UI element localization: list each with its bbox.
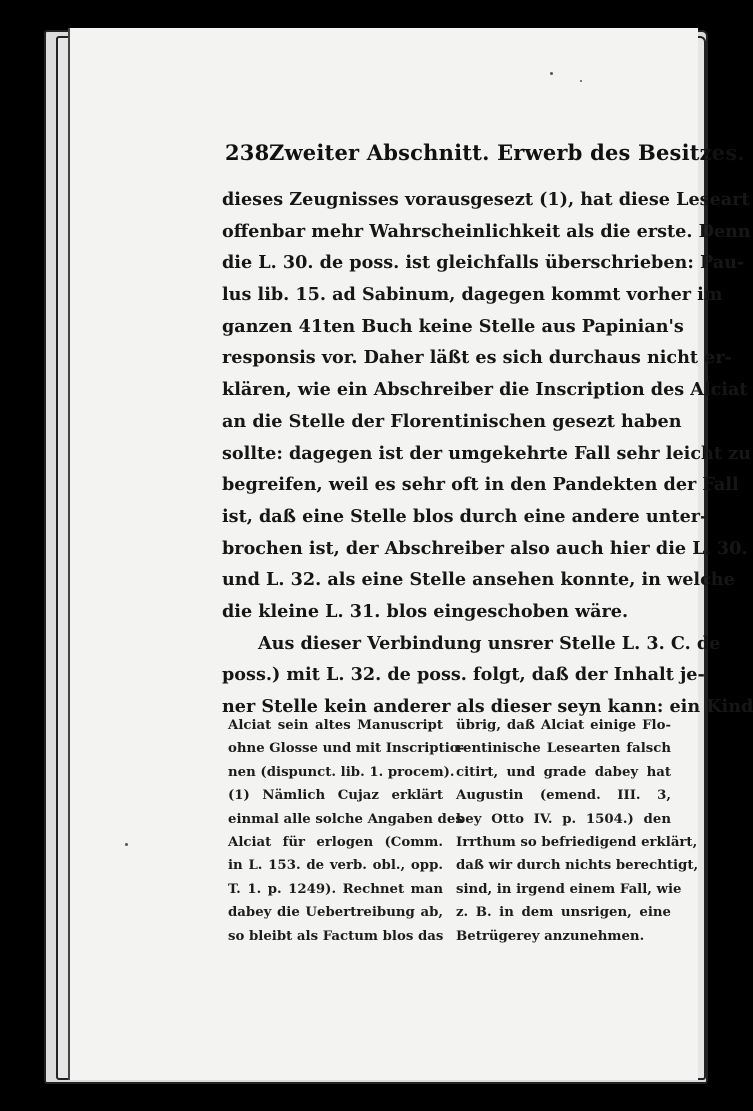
text-line: klären, wie ein Abschreiber die Inscription des Alciat xyxy=(222,379,748,401)
text-line: und L. 32. als eine Stelle ansehen konnte, in welche xyxy=(222,569,735,591)
footnote-column-right xyxy=(456,714,699,948)
footnote-line: citirt, und grade dabey hat xyxy=(456,764,671,780)
footnote-line: Augustin (emend. III. 3, xyxy=(456,788,671,804)
text-line: lus lib. 15. ad Sabinum, dagegen kommt vorher im xyxy=(222,284,723,306)
footnote-line: bey Otto IV. p. 1504.) den xyxy=(456,811,671,827)
footnote-line: dabey die Uebertreibung ab, xyxy=(228,905,443,921)
footnote-line: Alciat sein altes Manuscript xyxy=(228,718,443,733)
footnote-line: ohne Glosse und mit Inscriptio- xyxy=(228,741,465,757)
paper-speck xyxy=(125,843,128,846)
footnote-line: nen (dispunct. lib. 1. procem). xyxy=(228,764,455,780)
text-line: Aus dieser Verbindung unsrer Stelle L. 3. C. de xyxy=(258,632,721,654)
footnote-line: z. B. in dem unsrigen, eine xyxy=(456,905,671,921)
running-header xyxy=(225,140,745,165)
footnote-line: daß wir durch nichts berechtigt, xyxy=(456,858,699,874)
footnote-column-left xyxy=(228,714,465,948)
text-line: begreifen, weil es sehr oft in den Pandekten der Fall xyxy=(222,474,739,496)
footnote-line: Irrthum so befriedigend erklärt, xyxy=(456,834,698,850)
footnote-line: (1) Nämlich Cujaz erklärt xyxy=(228,788,443,804)
text-line: poss.) mit L. 32. de poss. folgt, daß der Inhalt je- xyxy=(222,664,705,686)
text-line: an die Stelle der Florentinischen gesezt haben xyxy=(222,410,682,432)
footnote-line: in L. 153. de verb. obl., opp. xyxy=(228,858,443,874)
text-line: die L. 30. de poss. ist gleichfalls überschrieben: Pau- xyxy=(222,252,745,274)
footnote-line: so bleibt als Factum blos das xyxy=(228,928,444,944)
text-line: ner Stelle kein anderer als dieser seyn kann: ein Kind xyxy=(222,696,753,717)
footnote-line: einmal alle solche Angaben des xyxy=(228,811,463,827)
running-title: Zweiter Abschnitt. Erwerb des Besitzes. xyxy=(269,140,745,165)
paper-speck xyxy=(550,72,553,75)
text-line: ganzen 41ten Buch keine Stelle aus Papinian's xyxy=(222,315,684,337)
footnote-line: übrig, daß Alciat einige Flo- xyxy=(456,718,671,733)
text-line: sollte: dagegen ist der umgekehrte Fall sehr leicht zu xyxy=(222,442,751,464)
main-text xyxy=(222,184,753,723)
page-number: 238 xyxy=(225,140,270,165)
footnote-line: rentinische Lesearten falsch xyxy=(456,741,671,757)
text-line: brochen ist, der Abschreiber also auch hier die L. 30. xyxy=(222,537,748,559)
footnote-line: Alciat für erlogen (Comm. xyxy=(228,834,443,850)
text-line: die kleine L. 31. blos eingeschoben wäre. xyxy=(222,600,629,622)
text-line: ist, daß eine Stelle blos durch eine andere unter- xyxy=(222,505,708,527)
paper-speck xyxy=(580,80,582,82)
text-line: dieses Zeugnisses vorausgesezt (1), hat diese Leseart xyxy=(222,189,750,210)
footnote-line: sind, in irgend einem Fall, wie xyxy=(456,881,682,897)
footnote-line: Betrügerey anzunehmen. xyxy=(456,928,645,944)
text-line: offenbar mehr Wahrscheinlichkeit als die erste. Denn xyxy=(222,220,751,242)
footnote-line: T. 1. p. 1249). Rechnet man xyxy=(228,881,443,897)
text-line: responsis vor. Daher läßt es sich durchaus nicht er- xyxy=(222,347,732,369)
